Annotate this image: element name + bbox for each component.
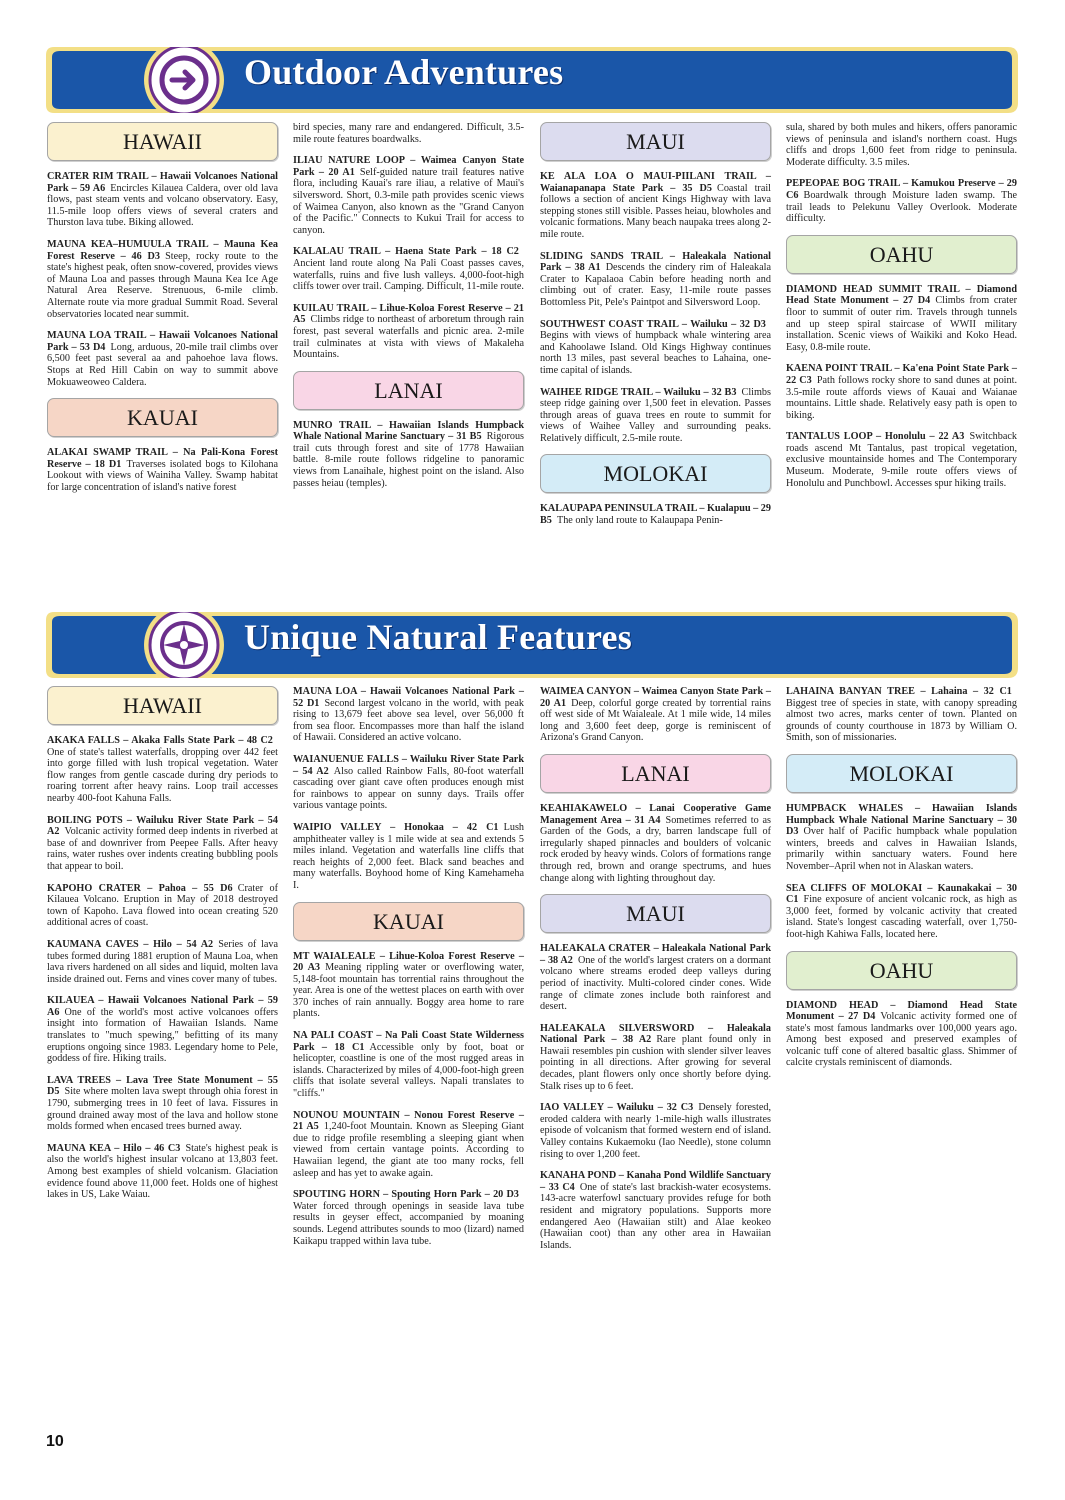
region-header-maui: MAUI	[540, 122, 771, 161]
region-header-kauai: KAUAI	[293, 902, 524, 941]
entry	[540, 171, 771, 241]
entry-heading: LAVA TREES – Lava Tree State Monument – 55 D5	[47, 1074, 278, 1098]
entry	[47, 735, 278, 805]
entry-body: 1,240-foot Mountain. Known as Sleeping Giant due to ridge profile resembling a sleeping giant when viewed from certain vantage points. According to Hawaiian legend, the giant ate too many rocks, fell asleep and has yet to awake again.	[293, 1121, 525, 1179]
entry-heading: KAENA POINT TRAIL – Ka'ena Point State Park – 22 C3	[786, 363, 1017, 386]
entry-heading: ALAKAI SWAMP TRAIL – Na Pali-Kona Forest Reserve – 18 D1	[47, 447, 278, 470]
region-header-molokai: MOLOKAI	[786, 754, 1017, 793]
entry-body: Fine exposure of ancient volcanic rock, as high as 3,000 feet, formed by volcanic activity that created island. State's longest cascading waterfall, over 1,750-foot-high Kahiwa Falls, located here.	[786, 894, 1017, 940]
region-header-hawaii: HAWAII	[47, 122, 278, 161]
compass-star-icon	[157, 618, 211, 672]
entry	[293, 686, 524, 744]
entry	[540, 686, 771, 744]
entry-body: The only land route to Kalaupapa Penin-	[556, 515, 723, 527]
entry-heading: WAIANUENUE FALLS – Wailuku River State Park – 54 A2	[293, 753, 524, 777]
entry-heading: DIAMOND HEAD – Diamond Head State Monument – 27 D4	[786, 999, 1017, 1023]
entry-heading: HALEAKALA SILVERSWORD – Haleakala National Park – 38 A2	[540, 1022, 771, 1046]
entry-body: One of state's tallest waterfalls, dropping over 442 feet into gorge filled with lush tropical vegetation. Water flow ranges from gentle cascade during dry periods to roaring torrent after heavy rains. Loop trail accesses nearby 400-foot Kahuna Falls.	[47, 746, 278, 804]
region-header-lanai: LANAI	[540, 754, 771, 793]
entry	[293, 122, 524, 145]
entry-heading: MT WAIALEALE – Lihue-Koloa Forest Reserve – 20 A3	[293, 950, 524, 974]
entry	[47, 939, 278, 985]
natural-column-2	[293, 686, 524, 1257]
entry	[47, 447, 278, 493]
entry-body: Crater of Kilauea Volcano. Eruption in May of 2018 destroyed town of Kapoho. Lava flowed into ocean creating 520 additional acres of coast.	[47, 882, 278, 929]
entry	[47, 330, 278, 388]
entry	[786, 178, 1017, 224]
region-header-oahu: OAHU	[786, 235, 1017, 274]
entry-body: Boardwalk through Moisture laden swamp. The trail leads to Pelekunu Valley Overlook. Moderate difficulty.	[786, 189, 1017, 225]
entry	[786, 363, 1017, 421]
section-title: Unique Natural Features	[244, 617, 632, 657]
entry-body: Rare plant found only in Hawaii resembles pin cushion with slender silver leaves pointing in all directions. After growing for several decades, plant flowers only once shortly before dying. Stalk rises up to 6 feet.	[540, 1034, 771, 1092]
entry-body: Volcanic activity formed deep indents in riverbed at base of and downriver from Peepee Falls. After heavy rains, water rushes over indents creating bubbling pools that appear to boil.	[47, 826, 278, 872]
entry-body: Biggest tree of species in state, with canopy spreading almost two acres, marks center of town. Planted on grounds of county courthouse in 1873 by William O. Smith, son of missionaries.	[786, 697, 1017, 744]
entry-heading: WAIMEA CANYON – Waimea Canyon State Park – 20 A1	[540, 686, 771, 709]
entry	[786, 431, 1017, 489]
entry	[540, 387, 771, 445]
entry-body: Path follows rocky shore to sand dunes at point. 3.5-mile route affords views of Kauai and Waianae mountains. Little shade. Relatively easy path is open to biking.	[786, 374, 1017, 421]
entry-heading: NA PALI COAST – Na Pali Coast State Wilderness Park – 18 C1	[293, 1030, 524, 1053]
entry-body: Site where molten lava swept through ohia forest in 1790, submerging trees in 10 feet of lava. Fissures in ground drained away most of the lava and hollow stone molds formed when encased trees burned away.	[47, 1086, 278, 1133]
natural-column-1	[47, 686, 278, 1211]
natural-column-4	[786, 686, 1017, 1079]
entry	[786, 1000, 1017, 1070]
region-header-molokai: MOLOKAI	[540, 454, 771, 493]
entry	[540, 503, 771, 526]
entry	[540, 1023, 771, 1093]
section-banner-outdoor-adventures	[46, 47, 1018, 113]
entry-heading: KUILAU TRAIL – Lihue-Koloa Forest Reserve – 21 A5	[293, 302, 524, 326]
entry-body: One of the world's largest craters on a dormant volcano where streams eroded deep valleys during period of inactivity. Multi-colored cinder cones. Wide range of climate zones include both rainforest and desert.	[540, 954, 772, 1013]
entry-body: Switchback roads ascend Mt Tantalus, past tropical vegetation, exclusive mountainside homes and The Contemporary Museum. Moderate, 9-mile route offers views of Honolulu and Punchbowl. Accesses spur hiking trails.	[786, 431, 1017, 489]
entry-body: Traverses isolated bogs to Kilohana Lookout with views of Wainiha Valley. Swamp habitat for large concentration of island's native forest	[47, 458, 279, 493]
entry-heading: BOILING POTS – Wailuku River State Park – 54 A2	[47, 814, 278, 838]
entry-body: Rigorous trail cuts through forest and site of 1778 Hawaiian battle. 8-mile route follows ridgeline to panoramic views from Lanaihale, highest point on the island. Also passes heiau (temples).	[293, 431, 524, 489]
entry-body: Lush amphitheater valley is 1 mile wide at sea and extends 5 miles inland. Vegetation and waterfalls line cliffs that reach heights of 2,000 feet. Black sand beaches and many waterfalls. Boyhood home of King Kamehameha I.	[293, 821, 524, 891]
entry-heading: LAHAINA BANYAN TREE – Lahaina – 32 C1	[786, 686, 1012, 697]
arrow-circle-icon	[157, 53, 211, 107]
entry-body: Climbs from crater floor to summit of outer rim. Travels through tunnels and up steep spiral staircase of WWII military installation. Scenic views of Waikiki and Koko Head. Easy, 0.8-mile route.	[786, 295, 1017, 353]
entry-heading: DIAMOND HEAD SUMMIT TRAIL – Diamond Head State Monument – 27 D4	[786, 283, 1017, 307]
entry-body: Ancient land route along Na Pali Coast passes caves, waterfalls, ruins and five lush valleys. 4,000-foot-high cliffs tower over trail. Camping. Difficult, 11-mile route.	[293, 257, 524, 293]
entry	[47, 1143, 278, 1201]
entry-heading: WAIPIO VALLEY – Honokaa – 42 C1	[293, 821, 499, 833]
entry-body: Descends the cindery rim of Haleakala Crater to Kapalaoa Cabin before heading north and climbing out of crater. Easy, 11-mile route passes Bottomless Pit, Pele's Paintpot and Silversword Loop.	[540, 262, 771, 308]
region-header-kauai: KAUAI	[47, 398, 278, 437]
entry-body: Volcanic activity formed one of state's most famous landmarks over 100,000 years ago. Among best exposed and preserved examples of volcanic tuff cone of altered basaltic glass. Shimmer of calcite crystals reminiscent of diamonds.	[786, 1011, 1017, 1069]
entry	[293, 1030, 524, 1100]
natural-column-3	[540, 686, 771, 1261]
entry-body: Climbs ridge to northeast of arboretum through rain forest, past several waterfalls and picnic area. 2-mile trail culminates at vista with views of Makaleha Mountains.	[293, 314, 524, 361]
entry	[47, 883, 278, 929]
entry-body: Encircles Kilauea Caldera, over old lava flows, past steam vents and volcano observatory. Easy, 11.5-mile loop offers views of several craters and Thurston lava tube. Biking allowed.	[47, 182, 278, 229]
entry-heading: HALEAKALA CRATER – Haleakala National Park – 38 A2	[540, 943, 771, 966]
entry-heading: MAUNA KEA – Hilo – 46 C3	[47, 1142, 181, 1154]
entry-body: sula, shared by both mules and hikers, offers panoramic views of peninsula and island's northern coast. Hugs cliffs and drops 1,600 feet from ridge to peninsula. Moderate difficulty. 3.5 miles.	[786, 122, 1017, 168]
entry-body: Second largest volcano in the world, with peak rising to 13,679 feet above sea level, over 56,000 ft from sea floor. Encompasses more than half the island of Hawaii. Considered an active volcano.	[293, 697, 524, 744]
region-header-oahu: OAHU	[786, 951, 1017, 990]
entry-heading: SEA CLIFFS OF MOLOKAI – Kaunakakai – 30 C1	[786, 882, 1017, 906]
entry-heading: NOUNOU MOUNTAIN – Nonou Forest Reserve – 21 A5	[293, 1109, 524, 1133]
entry-body: Begins with views of humpback whale wintering area and Kahoolawe Island. Old Kings Highway continues north 13 miles, past several beaches to Lahaina, one-time capital of islands.	[540, 330, 771, 376]
entry-body: Climbs steep ridge gaining over 1,500 feet in elevation. Passes through areas of guava trees en route to summit for views of Waihee Valley and surrounding peaks. Relatively difficult, 2.5-mile route.	[540, 386, 771, 444]
entry	[47, 1075, 278, 1133]
entry-body: State's highest peak is also the world's highest insular volcano at 13,803 feet. Among best examples of shield volcanism. Glaciation evidence found above 11,000 feet. Holds one of highest lakes in US, Lake Waiau.	[47, 1142, 279, 1201]
entry-heading: SPOUTING HORN – Spouting Horn Park – 20 D3	[293, 1189, 519, 1201]
entry-body: Deep, colorful gorge created by torrential rains off west side of Mt Waialeale. At 1 mile wide, 14 miles long and 3,600 feet deep, gorge is reminiscent of Arizona's Grand Canyon.	[540, 697, 771, 744]
entry-body: bird species, many rare and endangered. Difficult, 3.5-mile route features boardwalks.	[293, 122, 524, 145]
entry	[293, 246, 524, 292]
entry-heading: SOUTHWEST COAST TRAIL – Wailuku – 32 D3	[540, 318, 766, 330]
entry	[786, 803, 1017, 873]
entry-body: One of state's last brackish-water ecosystems. 143-acre waterfowl sanctuary provides refuge for both resident and migratory populations. Supports more endangered Aeo (Hawaiian stilt) and Alae keokeo (Hawaiian coot) than any other area in Hawaiian Islands.	[540, 1181, 771, 1251]
entry-heading: CRATER RIM TRAIL – Hawaii Volcanoes National Park – 59 A6	[47, 171, 278, 194]
entry-body: Accessible only by foot, boat or helicopter, coastline is one of the most rugged areas in islands. Characterized by miles of 4,000-foot-high green cliffs that isolate several valleys. Napali translates to "cliffs."	[293, 1041, 524, 1100]
entry-heading: HUMPBACK WHALES – Hawaiian Islands Humpback Whale National Marine Sanctuary – 30 D3	[786, 802, 1017, 838]
entry	[47, 239, 278, 320]
entry	[540, 1170, 771, 1251]
region-header-maui: MAUI	[540, 894, 771, 933]
entry-heading: TANTALUS LOOP – Honolulu – 22 A3	[786, 431, 965, 443]
entry-heading: KE ALA LOA O MAUI-PIILANI TRAIL – Waianapanapa State Park – 35 D5	[540, 171, 771, 194]
entry-body: Water forced through openings in seaside lava tube results in geyser effect, accompanied by moaning sounds. Legend attributes sounds to moo (lizard) named Kaikapu trapped within lava tube.	[293, 1200, 524, 1247]
entry	[293, 155, 524, 236]
region-header-lanai: LANAI	[293, 371, 524, 410]
entry-body: Also called Rainbow Falls, 80-foot waterfall cascading over giant cave often produces enough mist for rainbows to appear on sunny days. Trails offer various vantage points.	[293, 765, 525, 812]
entry-heading: PEPEOPAE BOG TRAIL – Kamukou Preserve – 29 C6	[786, 178, 1017, 201]
entry-heading: SLIDING SANDS TRAIL – Haleakala National Park – 38 A1	[540, 250, 771, 274]
entry	[540, 251, 771, 309]
entry-body: Series of lava tubes formed during 1881 eruption of Mauna Loa, when lava rivers hardened on all sides and liquid, molten lava inside drained out. Ferns and vines cover many of tubes.	[47, 938, 278, 985]
entry	[786, 284, 1017, 354]
entry-body: Long, arduous, 20-mile trail climbs over 6,500 feet past several aa and pahoehoe lava flows. Stops at Red Hill Cabin on way to summit above Mokuaweoweo Caldera.	[47, 341, 278, 388]
page-number: 10	[46, 1433, 64, 1450]
entry-heading: AKAKA FALLS – Akaka Falls State Park – 48 C2	[47, 735, 273, 746]
entry-heading: KILAUEA – Hawaii Volcanoes National Park – 59 A6	[47, 995, 278, 1018]
entry-heading: IAO VALLEY – Wailuku – 32 C3	[540, 1102, 694, 1114]
entry	[293, 822, 524, 892]
entry	[786, 883, 1017, 941]
entry	[293, 1110, 524, 1180]
entry-body: Over half of Pacific humpback whale population winters, breeds and calves in Hawaiian Islands, primarily within sanctuary waters. Found here November–April when not in Alaskan waters.	[786, 826, 1017, 872]
entry-body: Self-guided nature trail features native flora, including Kauai's rare iliau, a relative of Maui's silversword. Short, 0.3-mile path provides scenic views of Waimea Canyon, also known as the "Grand Canyon of the Pacific." Connects to Kukui Trail for access to canyon.	[293, 166, 524, 236]
outdoor-column-2	[293, 122, 524, 499]
entry	[293, 1189, 524, 1247]
entry	[293, 951, 524, 1021]
section-banner-unique-natural-features	[46, 612, 1018, 678]
entry-heading: KALALAU TRAIL – Haena State Park – 18 C2	[293, 246, 519, 258]
entry	[47, 171, 278, 229]
entry-body: Sometimes referred to as Garden of the Gods, a dry, barren landscape full of irregularly shaped pinnacles and boulders of volcanic rock eroded by heavy winds. Colors of formations range through red, brown and orange spectrums, and hues change along with lighting throughout day.	[540, 814, 771, 884]
outdoor-column-3	[540, 122, 771, 537]
entry	[540, 943, 771, 1013]
entry-body: Meaning rippling water or overflowing water, 5,148-foot mountain has torrential rains throughout the year. Area is one of the wettest places on earth with over 370 inches of rain annually. Boggy area home to rare plants.	[293, 962, 525, 1020]
outdoor-column-1	[47, 122, 278, 503]
entry-heading: MAUNA LOA – Hawaii Volcanoes National Park – 52 D1	[293, 686, 524, 709]
entry	[293, 754, 524, 812]
entry-heading: KANAHA POND – Kanaha Pond Wildlife Sanctuary – 33 C4	[540, 1170, 771, 1193]
entry	[540, 1102, 771, 1160]
entry-heading: KALAUPAPA PENINSULA TRAIL – Kualapuu – 29 B5	[540, 503, 771, 527]
entry-body: One of the world's most active volcanoes offers insight into formation of Hawaiian Islands. Name translates to "much spewing," befitting of its many eruptions ongoing since 1983. Legendary home to Pele, goddess of fire. Hiking trails.	[47, 1006, 278, 1065]
entry-heading: MUNRO TRAIL – Hawaiian Islands Humpback Whale National Marine Sanctuary – 31 B5	[293, 419, 524, 443]
section-title: Outdoor Adventures	[244, 52, 564, 92]
entry-body: Steep, rocky route to the state's highest peak, often snow-covered, provides views of Mauna Loa and passes through Mauna Kea Ice Age Natural Area Reserve. Strenuous, 6-mile climb. Alternate route via more gradual Summit Road. Several observatories located near summit.	[47, 250, 278, 320]
entry	[293, 420, 524, 490]
entry-heading: ILIAU NATURE LOOP – Waimea Canyon State Park – 20 A1	[293, 155, 524, 178]
entry-body: Coastal trail follows a section of ancient Kings Highway with lava stepping stones still visible. Passes heiau, blowholes and volcanic formations. Many beach naupaka trees along 2-mile route.	[540, 182, 772, 240]
entry	[786, 686, 1017, 744]
entry-heading: KAUMANA CAVES – Hilo – 54 A2	[47, 938, 214, 950]
entry-body: Densely forested, eroded caldera with nearly 1-mile-high walls illustrates episode of volcanism that formed western end of island. Valley contains Kukaemoku (Iao Needle), stone column rising to over 1,200 feet.	[540, 1102, 772, 1160]
entry	[540, 319, 771, 377]
entry-heading: WAIHEE RIDGE TRAIL – Wailuku – 32 B3	[540, 386, 737, 398]
entry-heading: KAPOHO CRATER – Pahoa – 55 D6	[47, 882, 233, 894]
entry	[47, 995, 278, 1065]
entry	[293, 303, 524, 361]
region-header-hawaii: HAWAII	[47, 686, 278, 725]
entry	[786, 122, 1017, 168]
entry-heading: MAUNA KEA–HUMUULA TRAIL – Mauna Kea Forest Reserve – 46 D3	[47, 238, 278, 262]
entry	[540, 803, 771, 884]
entry-heading: KEAHIAKAWELO – Lanai Cooperative Game Management Area – 31 A4	[540, 802, 771, 826]
outdoor-column-4	[786, 122, 1017, 499]
entry-heading: MAUNA LOA TRAIL – Hawaii Volcanoes National Park – 53 D4	[47, 330, 278, 353]
entry	[47, 815, 278, 873]
